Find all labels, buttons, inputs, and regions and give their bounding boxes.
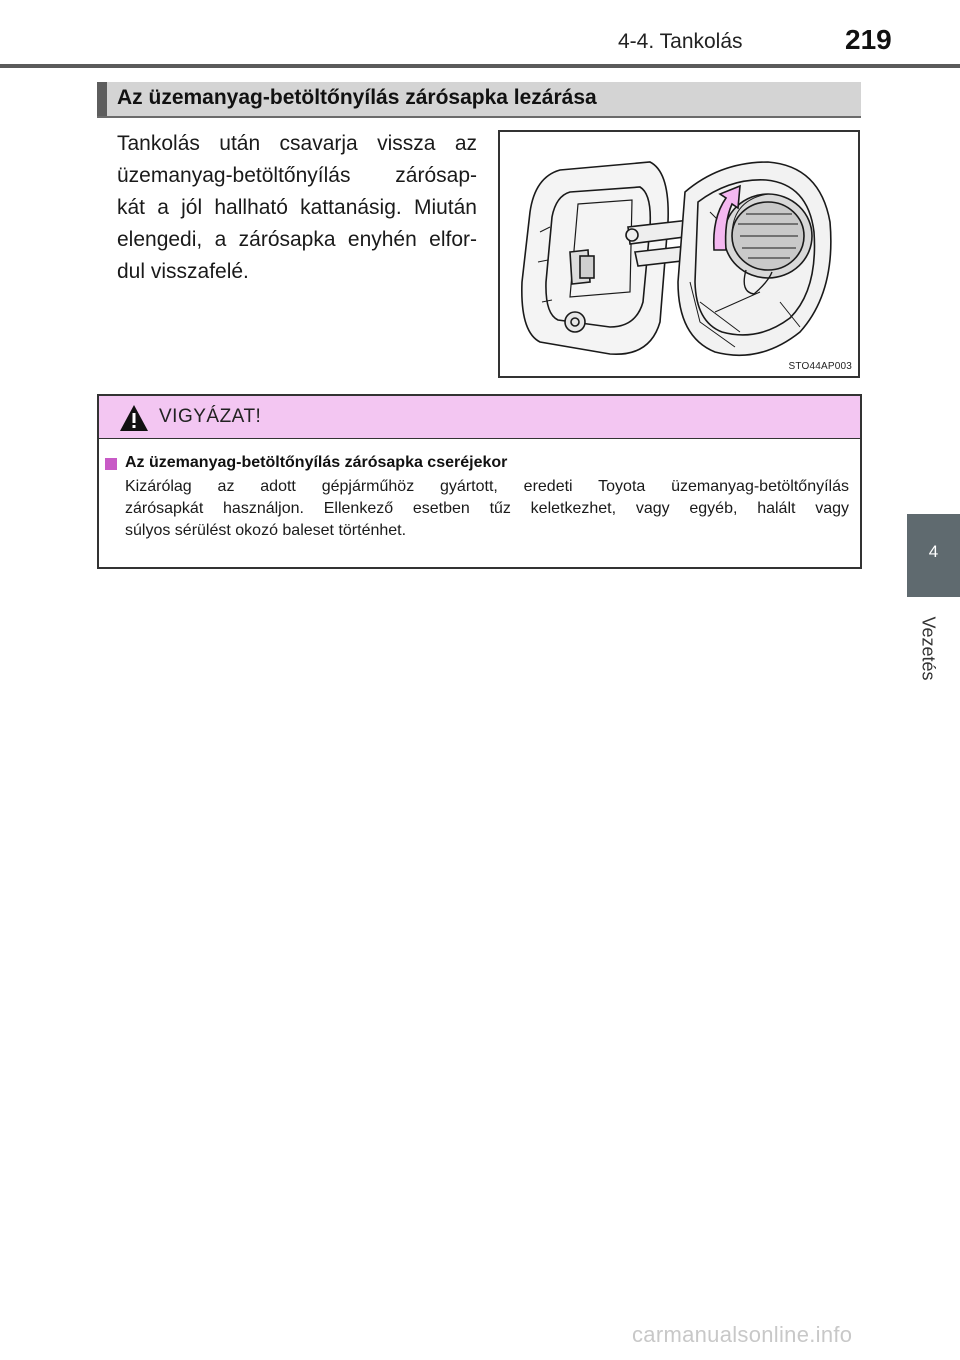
fuel-cap-illustration xyxy=(498,130,860,378)
fuel-cap-drawing xyxy=(500,132,858,376)
body-line: üzemanyag-betöltőnyílás zárósap- xyxy=(117,164,477,187)
warning-line: zárósapkát használjon. Ellenkező esetben tűz keletkezhet, vagy egyéb, halált vagy xyxy=(125,500,849,517)
header-rule xyxy=(0,64,960,68)
warning-line: súlyos sérülést okozó baleset történhet. xyxy=(125,522,407,539)
warning-text xyxy=(125,476,849,542)
body-line: elengedi, a zárósapka enyhén elfor- xyxy=(117,228,477,251)
page-number: 219 xyxy=(845,24,892,55)
body-line: Tankolás után csavarja vissza az xyxy=(117,132,477,155)
chapter-number: 4 xyxy=(928,542,939,561)
watermark: carmanualsonline.info xyxy=(632,1322,853,1347)
body-paragraph xyxy=(117,128,477,288)
warning-line: Kizárólag az adott gépjárműhöz gyártott, eredeti Toyota üzemanyag-betöltőnyílás xyxy=(125,478,849,495)
header-section-title: 4-4. Tankolás xyxy=(618,30,743,53)
warning-box xyxy=(97,394,862,569)
figure-code: STO44AP003 xyxy=(788,361,852,372)
bullet-square-icon xyxy=(105,458,117,470)
chapter-label-text: Vezetés xyxy=(918,616,939,681)
warning-triangle-icon xyxy=(119,404,149,432)
body-line: kát a jól hallható kattanásig. Miután xyxy=(117,196,477,219)
chapter-tab xyxy=(907,514,960,597)
section-heading: Az üzemanyag-betöltőnyílás zárósapka lezárása xyxy=(117,86,597,109)
section-heading-bar xyxy=(97,82,861,118)
warning-subtitle: Az üzemanyag-betöltőnyílás zárósapka cseréjekor xyxy=(125,454,508,471)
warning-header xyxy=(99,396,860,439)
body-line: dul visszafelé. xyxy=(117,260,249,283)
chapter-label xyxy=(918,608,940,688)
warning-label: VIGYÁZAT! xyxy=(159,406,262,427)
section-heading-accent xyxy=(97,82,107,116)
